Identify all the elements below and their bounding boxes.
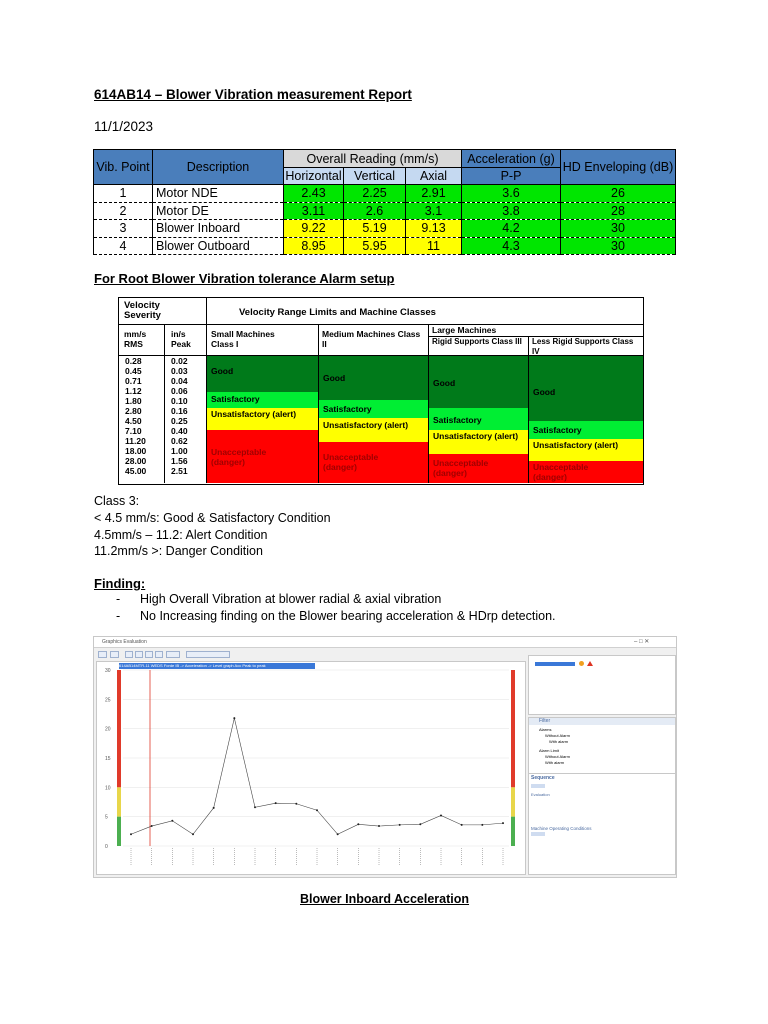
machine-operating-conditions-label: Machine Operating Conditions — [531, 826, 592, 831]
class4-header: Less Rigid Supports Class IV — [532, 337, 634, 356]
mms-value: 1.12 — [125, 386, 142, 396]
c3-satisfactory-label: Satisfactory — [433, 415, 482, 425]
y-tick-label: 0 — [105, 844, 108, 850]
report-date: 11/1/2023 — [94, 119, 154, 134]
ins-value: 0.16 — [171, 406, 188, 416]
large-machines-header: Large Machines — [432, 325, 497, 335]
data-point — [399, 824, 401, 826]
filter-title: Filter — [529, 718, 675, 725]
window-title: Graphics Evaluation — [102, 639, 147, 645]
window-titlebar — [94, 637, 676, 648]
mms-value: 18.00 — [125, 446, 147, 456]
ins-value: 0.62 — [171, 436, 188, 446]
c4-good-label: Good — [533, 387, 556, 397]
with-alarm-label[interactable]: With alarm — [549, 739, 569, 744]
cell-axial: 2.91 — [406, 185, 462, 203]
table-row — [94, 237, 676, 255]
finding-heading: Finding: — [94, 576, 146, 591]
table-row — [94, 185, 676, 203]
ins-value: 0.04 — [171, 376, 188, 386]
cell-hd: 28 — [561, 202, 676, 220]
data-point — [316, 809, 318, 811]
cell-hd: 26 — [561, 185, 676, 203]
left-alarm-bar-danger — [117, 670, 121, 787]
selection-panel — [528, 655, 676, 715]
col-pp: P-P — [462, 168, 561, 185]
ins-value: 1.56 — [171, 456, 188, 466]
class3-line-danger: 11.2mm/s >: Danger Condition — [94, 544, 263, 558]
alarm-triangle-icon — [587, 661, 593, 666]
cell-desc: Motor DE — [153, 202, 284, 220]
right-alarm-bar-ok — [511, 817, 515, 846]
without-alarm-limit-label[interactable]: Without Alarm — [545, 754, 570, 759]
sequence-panel — [528, 773, 676, 875]
figure-caption: Blower Inboard Acceleration — [300, 892, 470, 906]
cell-horizontal: 9.22 — [284, 220, 344, 238]
page-2-button[interactable] — [135, 651, 143, 658]
mms-value: 2.80 — [125, 406, 142, 416]
c1-alert-label: Unsatisfactory (alert) — [211, 409, 297, 419]
class3-heading: Class 3: — [94, 494, 140, 508]
chart-icon[interactable] — [110, 651, 119, 658]
data-point — [461, 824, 463, 826]
close-icon[interactable] — [98, 651, 107, 658]
cell-axial: 11 — [406, 237, 462, 255]
class2-header: Medium Machines Class II — [322, 329, 421, 349]
sequence-item[interactable] — [531, 784, 545, 788]
c3-alert-label: Unsatisfactory (alert) — [433, 431, 519, 441]
y-tick-label: 25 — [105, 697, 111, 704]
c3-good-label: Good — [433, 378, 456, 388]
cell-axial: 3.1 — [406, 202, 462, 220]
data-point — [254, 806, 256, 808]
class1-header: Small Machines Class I — [211, 329, 275, 349]
table-row — [94, 202, 676, 220]
c1-danger-label: Unacceptable (danger) — [211, 447, 267, 467]
data-point — [440, 814, 442, 816]
evaluation-label: Evaluation — [531, 792, 550, 797]
cell-axial: 9.13 — [406, 220, 462, 238]
ins-value: 0.25 — [171, 416, 188, 426]
cell-desc: Blower Inboard — [153, 220, 284, 238]
col-vertical: Vertical — [344, 168, 406, 185]
velocity-severity-label: Velocity Severity — [124, 300, 161, 321]
cell-point: 1 — [94, 185, 153, 203]
mms-header: mm/s RMS — [124, 329, 147, 349]
mms-value: 4.50 — [125, 416, 142, 426]
c2-alert-label: Unsatisfactory (alert) — [323, 420, 409, 430]
cell-horizontal: 2.43 — [284, 185, 344, 203]
c2-satisfactory-label: Satisfactory — [323, 404, 372, 414]
col-horizontal: Horizontal — [285, 169, 342, 183]
series-label: 614AB14MTR-11 WEDS Forde IB -> Acceleration -> Level graph Acc Peak to peak — [119, 663, 315, 669]
ins-header: in/s Peak — [171, 329, 191, 349]
ins-value: 0.02 — [171, 356, 188, 366]
mms-value: 7.10 — [125, 426, 142, 436]
c2-danger-label: Unacceptable (danger) — [323, 452, 379, 472]
y-tick-label: 15 — [105, 756, 111, 762]
cell-vertical: 5.95 — [344, 237, 406, 255]
class3-line-good: < 4.5 mm/s: Good & Satisfactory Condition — [94, 511, 331, 525]
c1-good-label: Good — [211, 366, 234, 376]
more-button[interactable] — [166, 651, 180, 658]
acceleration-trend-chart — [97, 662, 525, 874]
ins-value: 0.40 — [171, 426, 188, 436]
c4-alert-label: Unsatisfactory (alert) — [533, 440, 619, 450]
finding-item: High Overall Vibration at blower radial & axial vibration — [140, 592, 442, 606]
c4-danger-label: Unacceptable (danger) — [533, 462, 589, 482]
cell-horizontal: 8.95 — [284, 237, 344, 255]
cell-acceleration: 3.6 — [462, 185, 561, 203]
sequence-label: Sequence — [531, 775, 555, 781]
c3-danger-label: Unacceptable (danger) — [433, 458, 489, 478]
c2-good-label: Good — [323, 373, 346, 383]
col-acceleration: Acceleration (g) — [462, 150, 561, 168]
right-alarm-bar-danger — [511, 670, 515, 787]
cell-desc: Motor NDE — [153, 185, 284, 203]
finding-bullet-dash: - — [116, 592, 121, 606]
col-hd-enveloping: HD Enveloping (dB) — [561, 150, 676, 185]
data-point — [295, 803, 297, 805]
page-4-button[interactable] — [155, 651, 163, 658]
ins-value: 0.03 — [171, 366, 188, 376]
cell-horizontal: 3.11 — [284, 202, 344, 220]
left-alarm-bar-ok — [117, 817, 121, 846]
data-point — [171, 820, 173, 822]
cell-vertical: 5.19 — [344, 220, 406, 238]
mms-value: 28.00 — [125, 456, 147, 466]
cell-acceleration: 4.2 — [462, 220, 561, 238]
table-row — [94, 220, 676, 238]
col-description: Description — [153, 150, 284, 185]
cell-acceleration: 4.3 — [462, 237, 561, 255]
data-point — [419, 823, 421, 825]
graphics-evaluation-screenshot — [93, 636, 677, 878]
data-point — [151, 825, 153, 827]
alarms-label: Alarms — [539, 727, 552, 732]
ins-value: 0.06 — [171, 386, 188, 396]
mms-value: 11.20 — [125, 436, 146, 446]
data-point — [502, 822, 504, 824]
data-point — [378, 825, 380, 827]
alarm-setup-heading: For Root Blower Vibration tolerance Alarm setup — [94, 271, 395, 286]
ins-value: 1.00 — [171, 446, 188, 456]
mms-value: 0.45 — [125, 366, 142, 376]
cell-desc: Blower Outboard — [153, 237, 284, 255]
data-point — [275, 802, 277, 804]
cell-point: 3 — [94, 220, 153, 238]
moc-item[interactable] — [531, 832, 545, 836]
velocity-severity-chart — [118, 297, 644, 485]
y-tick-label: 20 — [105, 726, 111, 733]
col-overall-reading: Overall Reading (mm/s) — [284, 150, 462, 168]
ins-value: 2.51 — [171, 466, 188, 476]
col-axial: Axial — [406, 168, 462, 185]
chart-panel — [96, 661, 526, 875]
mms-value: 0.28 — [125, 356, 142, 366]
report-title: 614AB14 – Blower Vibration measurement Report — [94, 87, 412, 102]
class3-header: Rigid Supports Class III — [432, 337, 522, 346]
cell-point: 2 — [94, 202, 153, 220]
data-point — [213, 807, 215, 809]
alarm-limit-label: Alarm Limit — [539, 748, 560, 753]
y-tick-label: 30 — [105, 668, 111, 674]
page-1-button[interactable] — [125, 651, 133, 658]
mms-value: 45.00 — [125, 466, 147, 476]
data-point — [357, 823, 359, 825]
without-alarm-label[interactable]: Without Alarm — [545, 733, 570, 738]
c1-satisfactory-label: Satisfactory — [211, 394, 260, 404]
cell-vertical: 2.6 — [344, 202, 406, 220]
range-title: Velocity Range Limits and Machine Classes — [239, 307, 436, 318]
cell-hd: 30 — [561, 237, 676, 255]
vibration-table — [93, 149, 676, 255]
y-tick-label: 5 — [105, 814, 108, 821]
data-point — [337, 833, 339, 835]
window-controls[interactable]: – □ ✕ — [634, 639, 650, 645]
data-point — [130, 833, 132, 835]
cell-hd: 30 — [561, 220, 676, 238]
y-tick-label: 10 — [105, 785, 111, 792]
ins-value: 0.10 — [171, 396, 188, 406]
mms-value: 0.71 — [125, 376, 142, 386]
mms-value: 1.80 — [125, 396, 142, 406]
with-alarm-limit-label[interactable]: With alarm — [545, 760, 565, 765]
show-hidden-button[interactable] — [186, 651, 230, 658]
finding-item: No Increasing finding on the Blower bearing acceleration & HDrp detection. — [140, 609, 556, 623]
data-point — [192, 833, 194, 835]
left-alarm-bar-alert — [117, 787, 121, 816]
class3-line-alert: 4.5mm/s – 11.2: Alert Condition — [94, 528, 268, 542]
col-vib-point: Vib. Point — [94, 150, 153, 185]
cell-point: 4 — [94, 237, 153, 255]
finding-bullet-dash: - — [116, 609, 121, 623]
right-alarm-bar-alert — [511, 787, 515, 816]
data-point — [481, 824, 483, 826]
data-point — [233, 717, 235, 719]
cell-acceleration: 3.8 — [462, 202, 561, 220]
filter-panel — [528, 717, 676, 775]
warning-dot-icon — [579, 661, 584, 666]
c4-satisfactory-label: Satisfactory — [533, 425, 582, 435]
page-3-button[interactable] — [145, 651, 153, 658]
cell-vertical: 2.25 — [344, 185, 406, 203]
selected-item[interactable] — [535, 662, 575, 666]
